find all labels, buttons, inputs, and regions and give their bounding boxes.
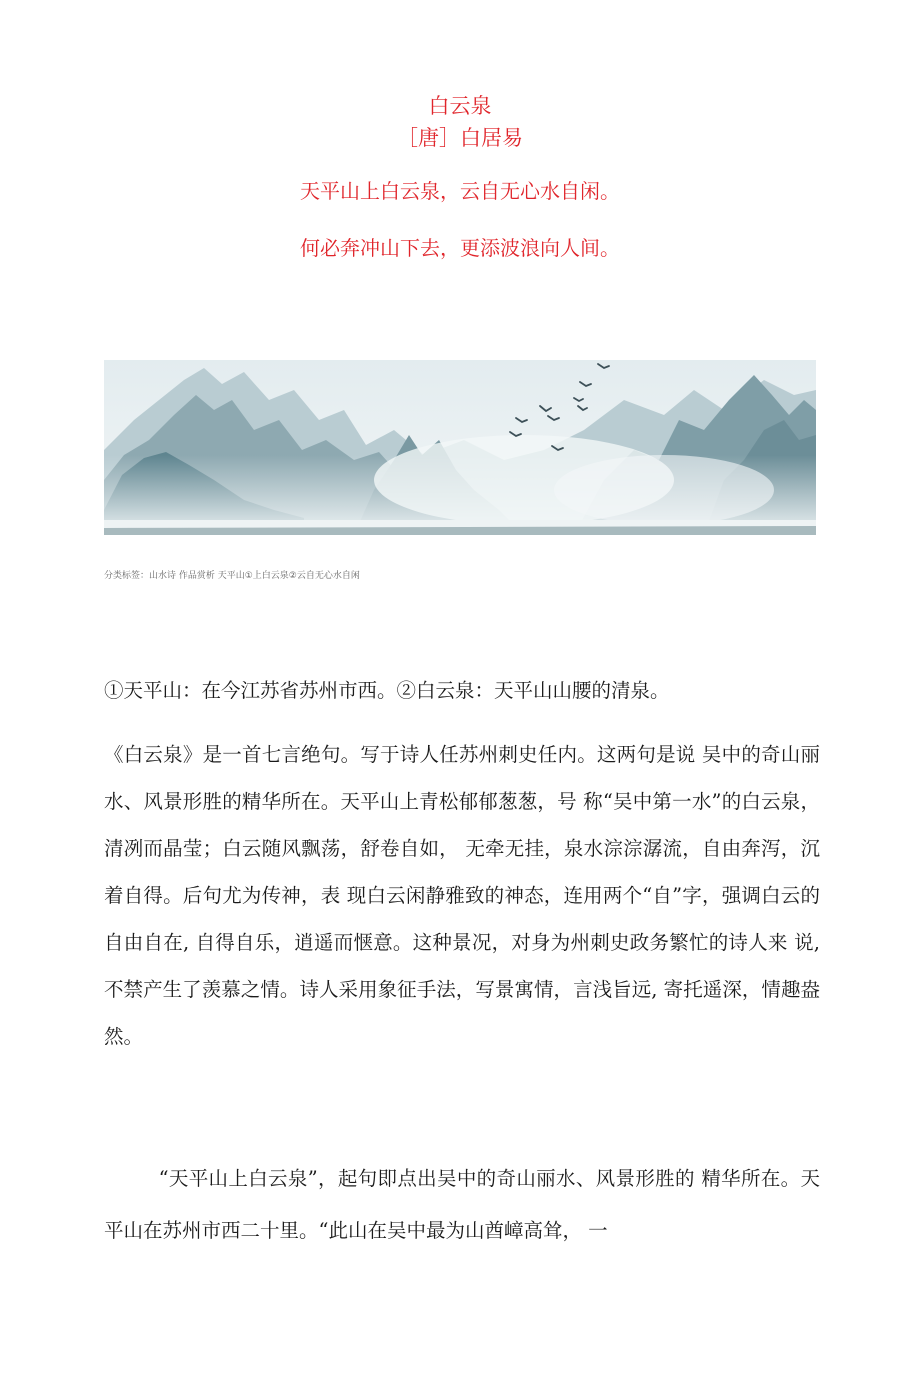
poem-line-1: 天平山上白云泉，云自无心水自闲。 — [300, 179, 620, 203]
poem-line-2: 何必奔冲山下去，更添波浪向人间。 — [300, 236, 620, 260]
category-tags-caption: 分类标签：山水诗 作品赏析 天平山①上白云泉②云自无心水自闲 — [104, 571, 360, 581]
annotation-notes: ①天平山：在今江苏省苏州市西。②白云泉：天平山山腰的清泉。 — [104, 679, 670, 702]
landscape-banner-image — [104, 360, 816, 535]
poem-title: 白云泉 — [428, 94, 492, 118]
commentary-paragraph-2: “天平山上白云泉”，起句即点出吴中的奇山丽水、风景形胜的 精华所在。天平山在苏州市西二十里。“此山在吴中最为山酋嶂高耸， 一 — [104, 1167, 820, 1242]
poem-author: ［唐］白居易 — [397, 126, 523, 150]
commentary-paragraph-1: 《白云泉》是一首七言绝句。写于诗人任苏州刺史任内。这两句是说 吴中的奇山丽水、风景形胜的精华所在。天平山上青松郁郁葱葱，号 称“吴中第一水”的白云泉，清冽而晶莹；白云随风飘荡，舒卷自如， 无牵无挂，泉水淙淙潺流，自由奔泻，沉着自得。后句尤为传神，表 现白云闲静雅致的神态，连用两个“自”字，强调白云的自由自在, 自得自乐，逍遥而惬意。这种景况，对身为州刺史政务繁忙的诗人来 说,不禁产生了羡慕之情。诗人采用象征手法，写景寓情，言浅旨远, 寄托遥深，情趣盎然。 — [104, 743, 820, 1048]
